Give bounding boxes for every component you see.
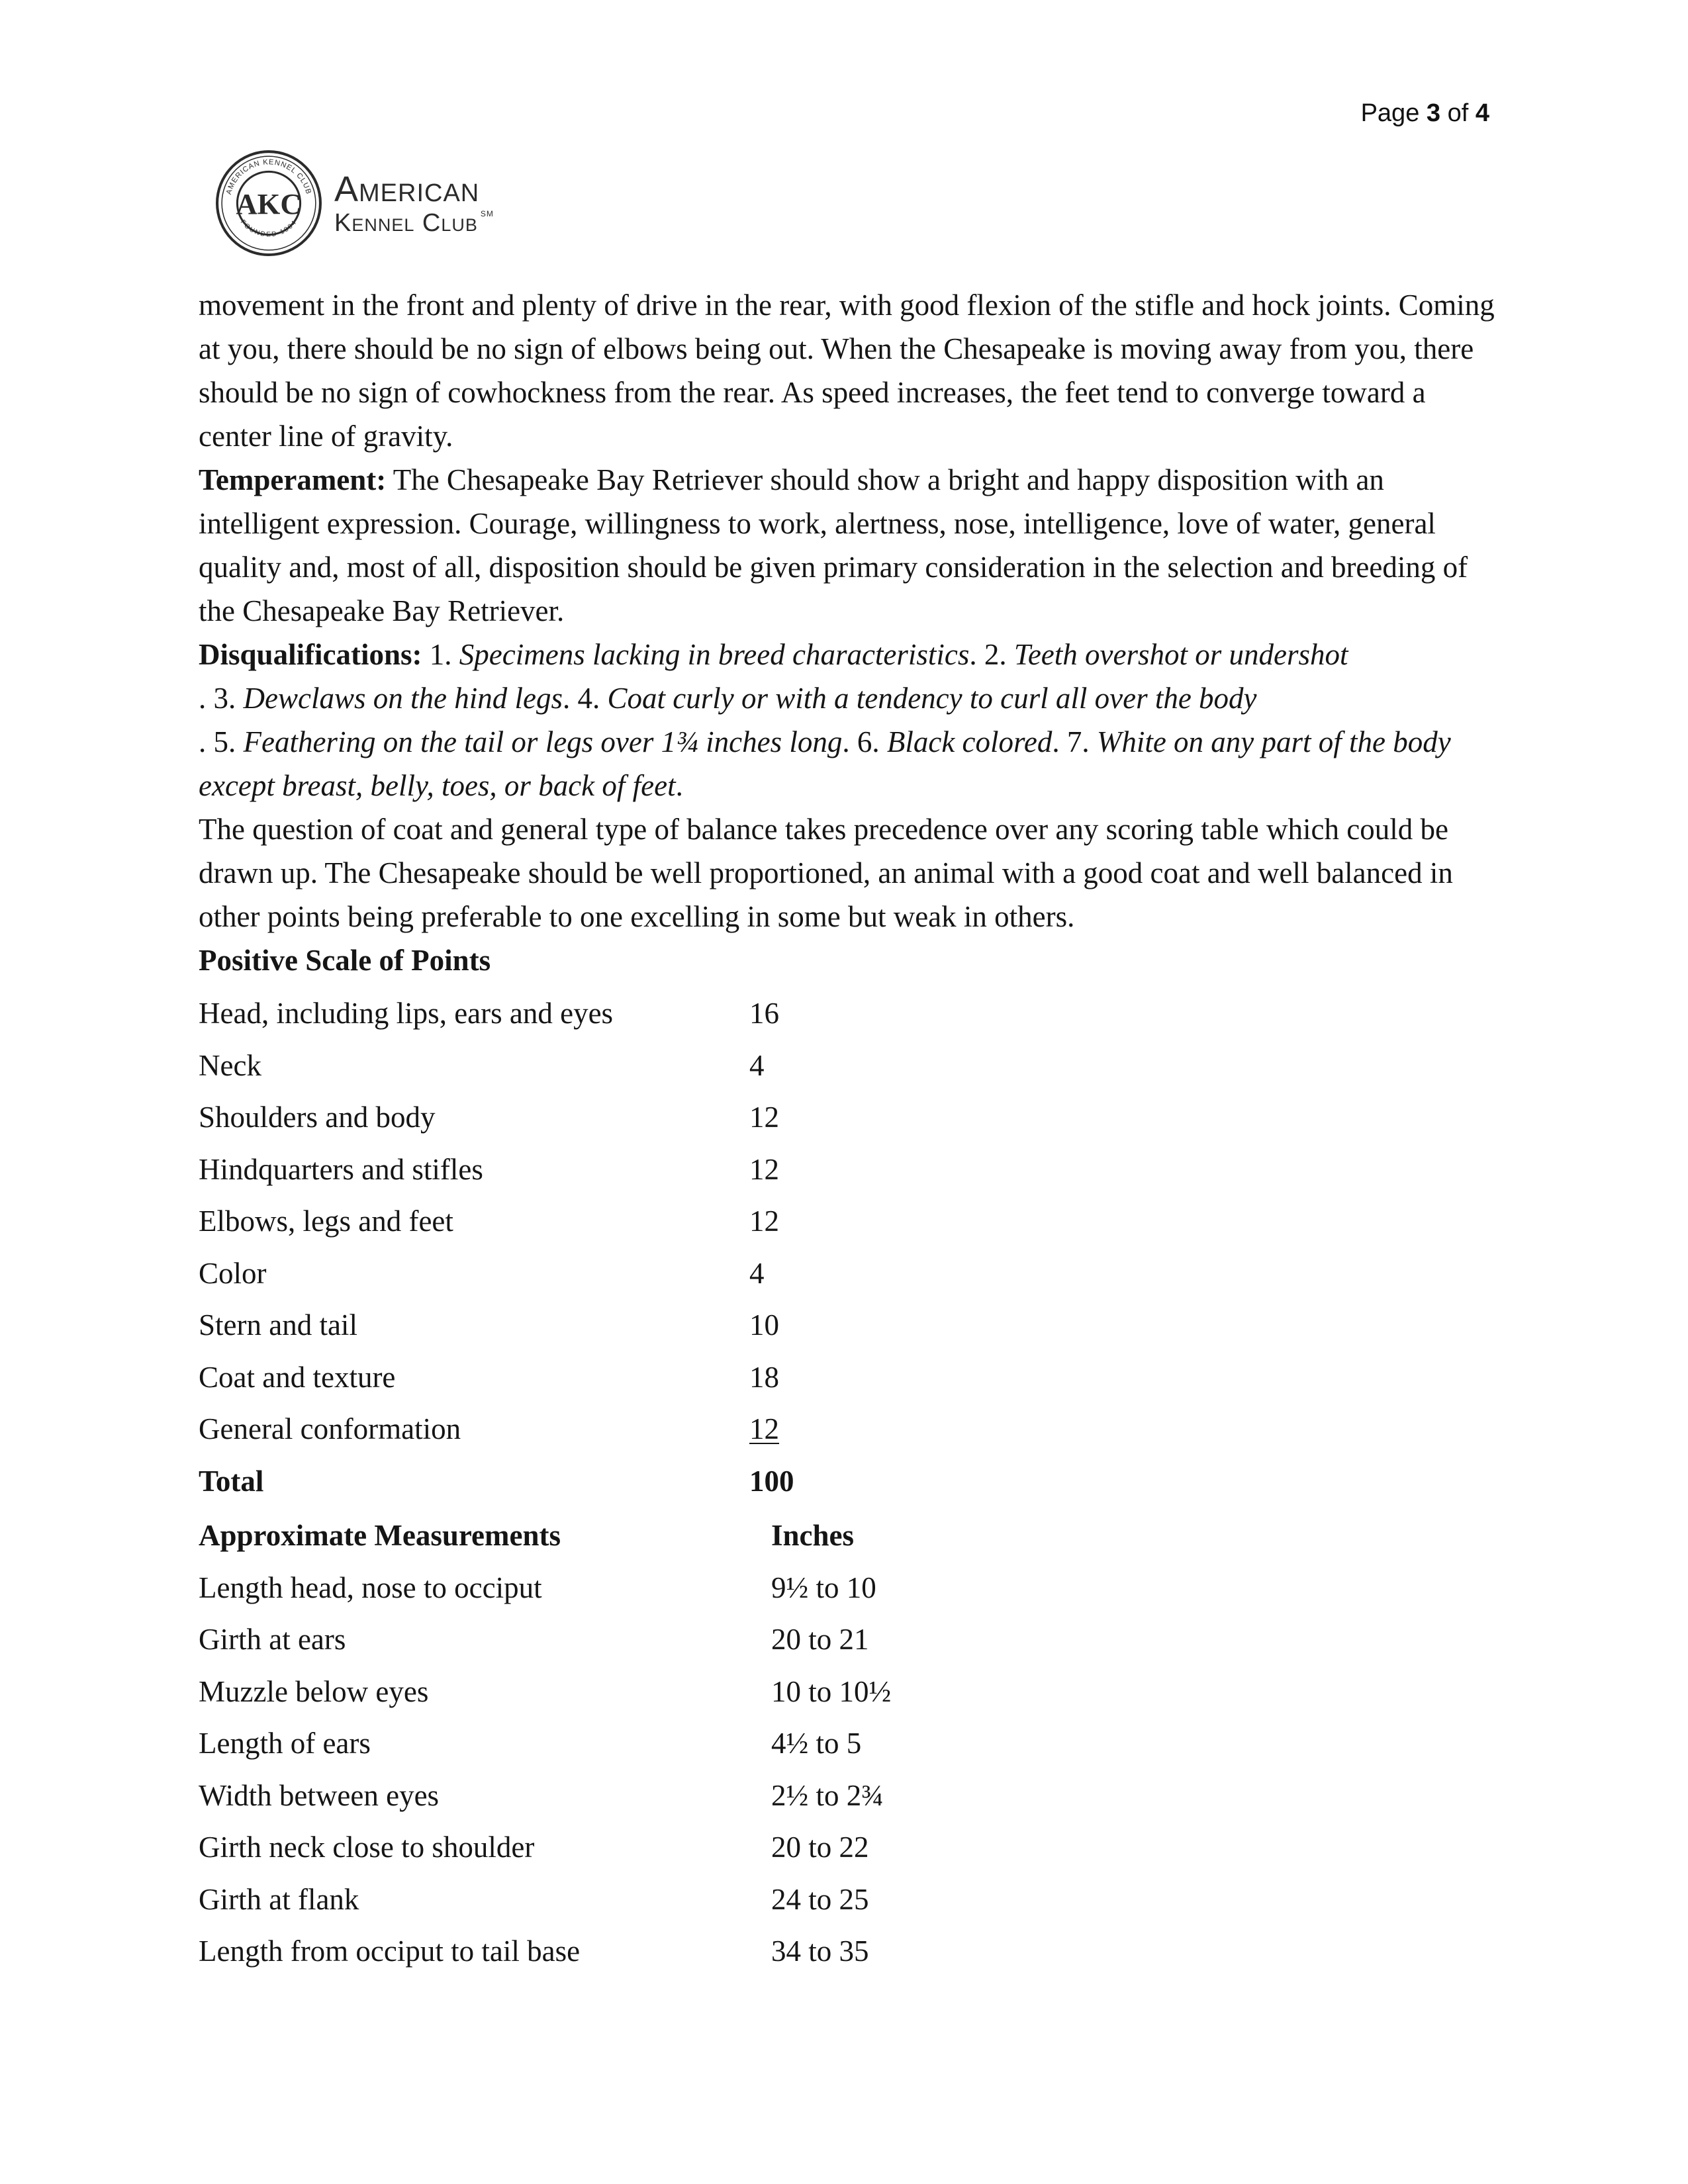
measurement-value: 24 to 25: [771, 1882, 869, 1916]
table-row: [199, 1925, 1102, 1978]
measurement-value: 9½ to 10: [771, 1570, 876, 1604]
measurement-value: 20 to 21: [771, 1623, 869, 1657]
measurement-value: 4½ to 5: [771, 1727, 862, 1760]
table-row: [199, 1351, 1014, 1404]
measurement-label: Muzzle below eyes: [199, 1674, 429, 1708]
points-value: 16: [749, 997, 779, 1030]
svg-text:FOUNDED 1884: FOUNDED 1884: [238, 218, 299, 239]
points-label: Coat and texture: [199, 1360, 396, 1394]
table-row: [199, 1666, 1102, 1718]
standard-body: [199, 283, 1503, 1978]
table-row: [199, 1248, 1014, 1300]
temperament-label: Temperament:: [199, 463, 387, 496]
measurements-header-row: [199, 1510, 1102, 1562]
measurement-value: 10 to 10½: [771, 1674, 892, 1708]
measurement-label: Length head, nose to occiput: [199, 1570, 542, 1604]
temperament-text: The Chesapeake Bay Retriever should show a bright and happy disposition with an intelligent expression. Courage, willingness to work, alertness, nose, intelligence, love of water, general quality and, most of all, disposition should be given primary consideration in the selection and breeding of the Chesapeake Bay Retriever.: [199, 463, 1468, 627]
points-label: Elbows, legs and feet: [199, 1205, 453, 1238]
points-table: [199, 987, 1014, 1507]
disq-number: . 5.: [199, 725, 244, 758]
table-row: [199, 1299, 1014, 1351]
points-label: Head, including lips, ears and eyes: [199, 997, 614, 1030]
table-row: [199, 987, 1014, 1040]
svg-text:AKC: AKC: [236, 187, 302, 221]
page-of: of: [1447, 99, 1469, 127]
disq-number: . 7.: [1052, 725, 1097, 758]
measurements-unit-header: Inches: [771, 1519, 855, 1553]
page-label: Page: [1360, 99, 1420, 127]
points-value: 12: [749, 1205, 779, 1238]
total-label: Total: [199, 1464, 264, 1498]
measurement-value: 34 to 35: [771, 1934, 869, 1968]
points-label: Color: [199, 1256, 267, 1290]
disqualifications-paragraph: [199, 633, 1503, 807]
akc-seal-icon: [215, 150, 322, 257]
disq-item: Specimens lacking in breed characteristics: [459, 638, 970, 671]
points-label: Hindquarters and stifles: [199, 1152, 483, 1186]
table-row: [199, 1821, 1102, 1874]
disq-number: 1.: [422, 638, 459, 671]
disq-number: . 4.: [562, 682, 608, 715]
measurement-label: Length of ears: [199, 1727, 371, 1760]
svg-text:AMERICAN KENNEL CLUB: AMERICAN KENNEL CLUB: [224, 158, 313, 196]
logo-line-2: Kennel Club: [334, 208, 478, 237]
measurement-label: Length from occiput to tail base: [199, 1934, 581, 1968]
points-value: 12: [749, 1412, 779, 1446]
points-value: 4: [749, 1256, 765, 1290]
measurement-value: 20 to 22: [771, 1831, 869, 1864]
table-row: [199, 1403, 1014, 1455]
points-label: Shoulders and body: [199, 1101, 436, 1134]
disq-number: . 6.: [842, 725, 887, 758]
table-row: [199, 1874, 1102, 1926]
table-row: [199, 1770, 1102, 1822]
temperament-paragraph: [199, 458, 1503, 633]
disq-item: Teeth overshot or undershot: [1013, 638, 1348, 671]
table-row: [199, 1614, 1102, 1666]
points-label: General conformation: [199, 1412, 461, 1446]
service-mark: SM: [480, 208, 494, 218]
page-current: 3: [1426, 99, 1441, 127]
points-value: 12: [749, 1152, 779, 1186]
disq-item: Feathering on the tail or legs over 1¾ inches long: [243, 725, 843, 758]
disq-item: Black colored: [886, 725, 1053, 758]
page-indicator: [1361, 99, 1489, 128]
table-row: [199, 1717, 1102, 1770]
gait-paragraph: movement in the front and plenty of drive in the rear, with good flexion of the stifle and hock joints. Coming at you, there should be no sign of elbows being out. When the Chesapeake is moving away from you, there should be no sign of cowhockness from the rear. As speed increases, the feet tend to converge toward a center line of gravity.: [199, 289, 1495, 453]
logo-line-1: American: [334, 169, 480, 209]
disq-number: . 3.: [199, 682, 244, 715]
disq-end: .: [675, 769, 683, 802]
points-heading: Positive Scale of Points: [199, 944, 491, 977]
table-row: [199, 1091, 1014, 1144]
akc-logo: [215, 150, 494, 257]
points-label: Stern and tail: [199, 1308, 357, 1342]
measurement-label: Girth at flank: [199, 1882, 359, 1916]
points-value: 12: [749, 1101, 779, 1134]
points-value: 18: [749, 1360, 779, 1394]
table-row: [199, 1144, 1014, 1196]
measurement-label: Girth at ears: [199, 1623, 346, 1657]
measurement-label: Girth neck close to shoulder: [199, 1831, 535, 1864]
disq-number: . 2.: [969, 638, 1014, 671]
disq-item: White on any part of the body except breast, belly, toes, or back of feet: [199, 725, 1451, 802]
table-row: [199, 1040, 1014, 1092]
disq-item: Dewclaws on the hind legs: [243, 682, 563, 715]
measurement-label: Width between eyes: [199, 1778, 440, 1812]
measurements-heading: Approximate Measurements: [199, 1519, 561, 1553]
table-row: [199, 1562, 1102, 1614]
disqualifications-label: Disqualifications:: [199, 638, 422, 671]
total-row: [199, 1455, 1014, 1508]
page-total: 4: [1475, 99, 1489, 127]
points-value: 10: [749, 1308, 779, 1342]
points-label: Neck: [199, 1048, 261, 1082]
measurements-table: [199, 1510, 1102, 1978]
table-row: [199, 1195, 1014, 1248]
points-value: 4: [749, 1048, 765, 1082]
disq-item: Coat curly or with a tendency to curl all over the body: [607, 682, 1257, 715]
measurement-value: 2½ to 2¾: [771, 1778, 884, 1812]
balance-paragraph: The question of coat and general type of balance takes precedence over any scoring table which could be drawn up. The Chesapeake should be well proportioned, an animal with a good coat and well balanced in other points being preferable to one excelling in some but weak in others.: [199, 813, 1453, 933]
total-value: 100: [749, 1464, 794, 1498]
